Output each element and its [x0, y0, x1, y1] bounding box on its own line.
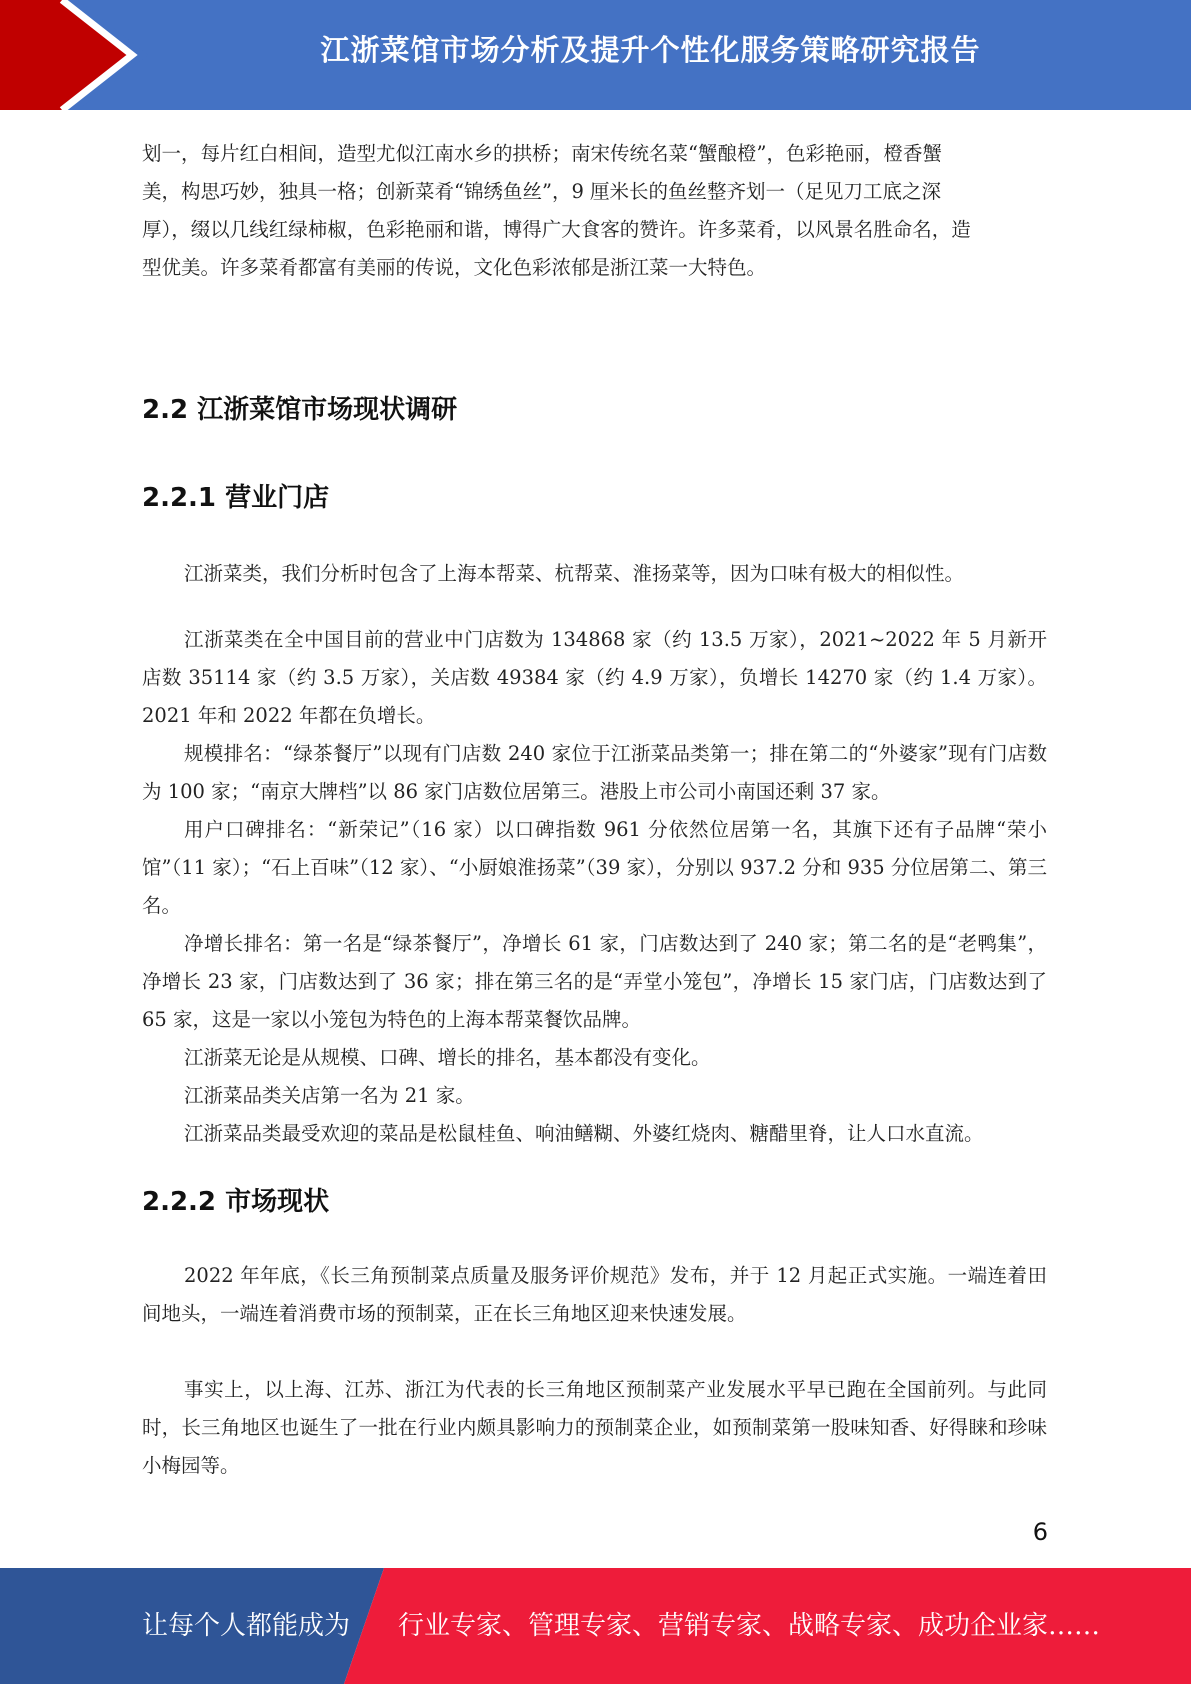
- paragraph: 江浙菜无论是从规模、口碑、增长的排名，基本都没有变化。: [184, 1046, 711, 1069]
- report-title: 江浙菜馆市场分析及提升个性化服务策略研究报告: [320, 33, 981, 67]
- paragraph: 江浙菜品类关店第一名为 21 家。: [184, 1084, 475, 1107]
- paragraph: 江浙菜品类最受欢迎的菜品是松鼠桂鱼、响油鳝糊、外婆红烧肉、糖醋里脊，让人口水直流。: [184, 1122, 984, 1145]
- page-number: 6: [1032, 1518, 1048, 1546]
- paragraph: 江浙菜类在全中国目前的营业中门店数为 134868 家（约 13.5 万家），2021~2022 年 5 月新开店数 35114 家（约 3.5 万家），关店数 49384 家（约 4.9 万家），负增长 14270 家（约 1.4 万家）。2021 年和 2022 年都在负增长。: [142, 628, 1047, 727]
- section-heading-2-2: 2.2 江浙菜馆市场现状调研: [142, 395, 458, 425]
- paragraph: 事实上，以上海、江苏、浙江为代表的长三角地区预制菜产业发展水平早已跑在全国前列。与此同时，长三角地区也诞生了一批在行业内颇具影响力的预制菜企业，如预制菜第一股味知香、好得睐和珍味小梅园等。: [142, 1378, 1047, 1477]
- footer-slogan-left: 让每个人都能成为: [142, 1611, 351, 1641]
- intro-line: 型优美。许多菜肴都富有美丽的传说，文化色彩浓郁是浙江菜一大特色。: [142, 256, 767, 279]
- section-heading-2-2-1: 2.2.1 营业门店: [142, 483, 330, 513]
- paragraph: 2022 年年底，《长三角预制菜点质量及服务评价规范》发布，并于 12 月起正式实施。一端连着田间地头，一端连着消费市场的预制菜，正在长三角地区迎来快速发展。: [142, 1264, 1047, 1325]
- intro-line: 美，构思巧妙，独具一格；创新菜肴“锦绣鱼丝”，9 厘米长的鱼丝整齐划一（足见刀工底之深: [142, 180, 942, 203]
- paragraph: 净增长排名：第一名是“绿茶餐厅”，净增长 61 家，门店数达到了 240 家；第二名的是“老鸭集”，净增长 23 家，门店数达到了 36 家；排在第三名的是“弄堂小笼包”，净增长 15 家门店，门店数达到了 65 家，这是一家以小笼包为特色的上海本帮菜餐饮品牌。: [142, 932, 1047, 1031]
- page-header: [0, 0, 1191, 110]
- intro-line: 划一，每片红白相间，造型尤似江南水乡的拱桥；南宋传统名菜“蟹酿橙”，色彩艳丽，橙香蟹: [142, 142, 942, 165]
- page-content: [142, 130, 1047, 1485]
- intro-paragraph: [142, 135, 1047, 287]
- paragraph: 用户口碑排名：“新荣记”（16 家）以口碑指数 961 分依然位居第一名，其旗下还有子品牌“荣小馆”（11 家）；“石上百味”（12 家）、“小厨娘淮扬菜”（39 家），分别以 937.2 分和 935 分位居第二、第三名。: [142, 818, 1047, 917]
- intro-line: 厚），缀以几线红绿柿椒，色彩艳丽和谐，博得广大食客的赞许。许多菜肴，以风景名胜命名，造: [142, 218, 971, 241]
- page-footer: [0, 1568, 1191, 1684]
- paragraph: 江浙菜类，我们分析时包含了上海本帮菜、杭帮菜、淮扬菜等，因为口味有极大的相似性。: [184, 562, 965, 585]
- section-heading-2-2-2: 2.2.2 市场现状: [142, 1187, 330, 1217]
- footer-slogan-right: 行业专家、管理专家、营销专家、战略专家、成功企业家……: [398, 1611, 1101, 1641]
- paragraph: 规模排名：“绿茶餐厅”以现有门店数 240 家位于江浙菜品类第一；排在第二的“外婆家”现有门店数为 100 家；“南京大牌档”以 86 家门店数位居第三。港股上市公司小南国还剩 37 家。: [142, 742, 1047, 803]
